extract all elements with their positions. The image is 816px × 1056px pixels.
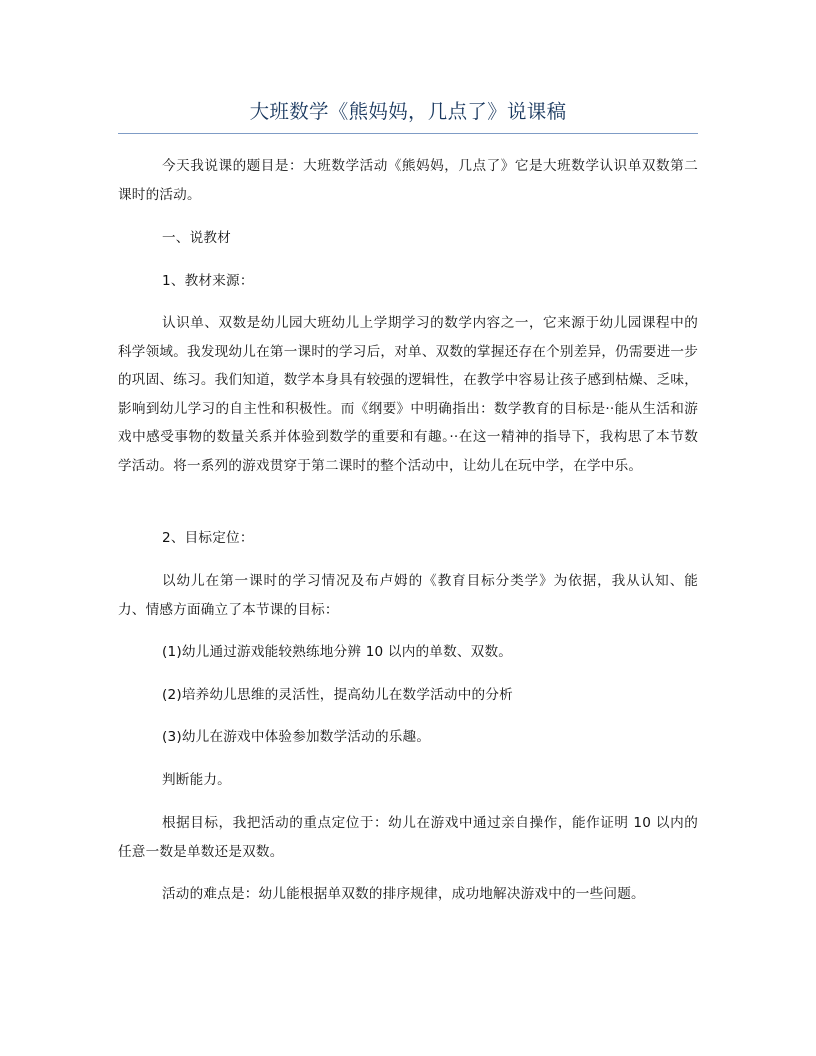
key-point-paragraph: 根据目标，我把活动的重点定位于：幼儿在游戏中通过亲自操作，能作证明 10 以内的任意一数是单数还是双数。 (118, 815, 698, 860)
section-heading-materials: 一、说教材 (162, 230, 231, 246)
goal-item-2: (2)培养幼儿思维的灵活性，提高幼儿在数学活动中的分析 (162, 687, 513, 703)
document-title: 大班数学《熊妈妈，几点了》说课稿 (249, 100, 567, 123)
goal-item-3: (3)幼儿在游戏中体验参加数学活动的乐趣。 (162, 729, 431, 745)
difficulty-paragraph: 活动的难点是：幼儿能根据单双数的排序规律，成功地解决游戏中的一些问题。 (162, 886, 645, 902)
goal-item-2-continuation: 判断能力。 (162, 772, 231, 788)
intro-paragraph: 今天我说课的题目是：大班数学活动《熊妈妈，几点了》它是大班数学认识单双数第二课时的活动。 (118, 158, 698, 203)
subheading-material-source: 1、教材来源： (162, 273, 254, 289)
subheading-goal-positioning: 2、目标定位： (162, 530, 254, 546)
material-source-paragraph: 认识单、双数是幼儿园大班幼儿上学期学习的数学内容之一，它来源于幼儿园课程中的科学领域。我发现幼儿在第一课时的学习后，对单、双数的掌握还存在个别差异，仍需要进一步的巩固、练习。我们知道，数学本身具有较强的逻辑性，在教学中容易让孩子感到枯燥、乏味，影响到幼儿学习的自主性和积极性。而《纲要》中明确指出：数学教育的目标是··能从生活和游戏中感受事物的数量关系并体验到数学的重要和有趣。··在这一精神的指导下，我构思了本节数学活动。将一系列的游戏贯穿于第二课时的整个活动中，让幼儿在玩中学，在学中乐。 (118, 315, 698, 474)
title-divider (118, 133, 698, 134)
goal-item-1: (1)幼儿通过游戏能较熟练地分辨 10 以内的单数、双数。 (162, 644, 513, 660)
goal-basis-paragraph: 以幼儿在第一课时的学习情况及布卢姆的《教育目标分类学》为依据，我从认知、能力、情感方面确立了本节课的目标： (118, 573, 698, 618)
